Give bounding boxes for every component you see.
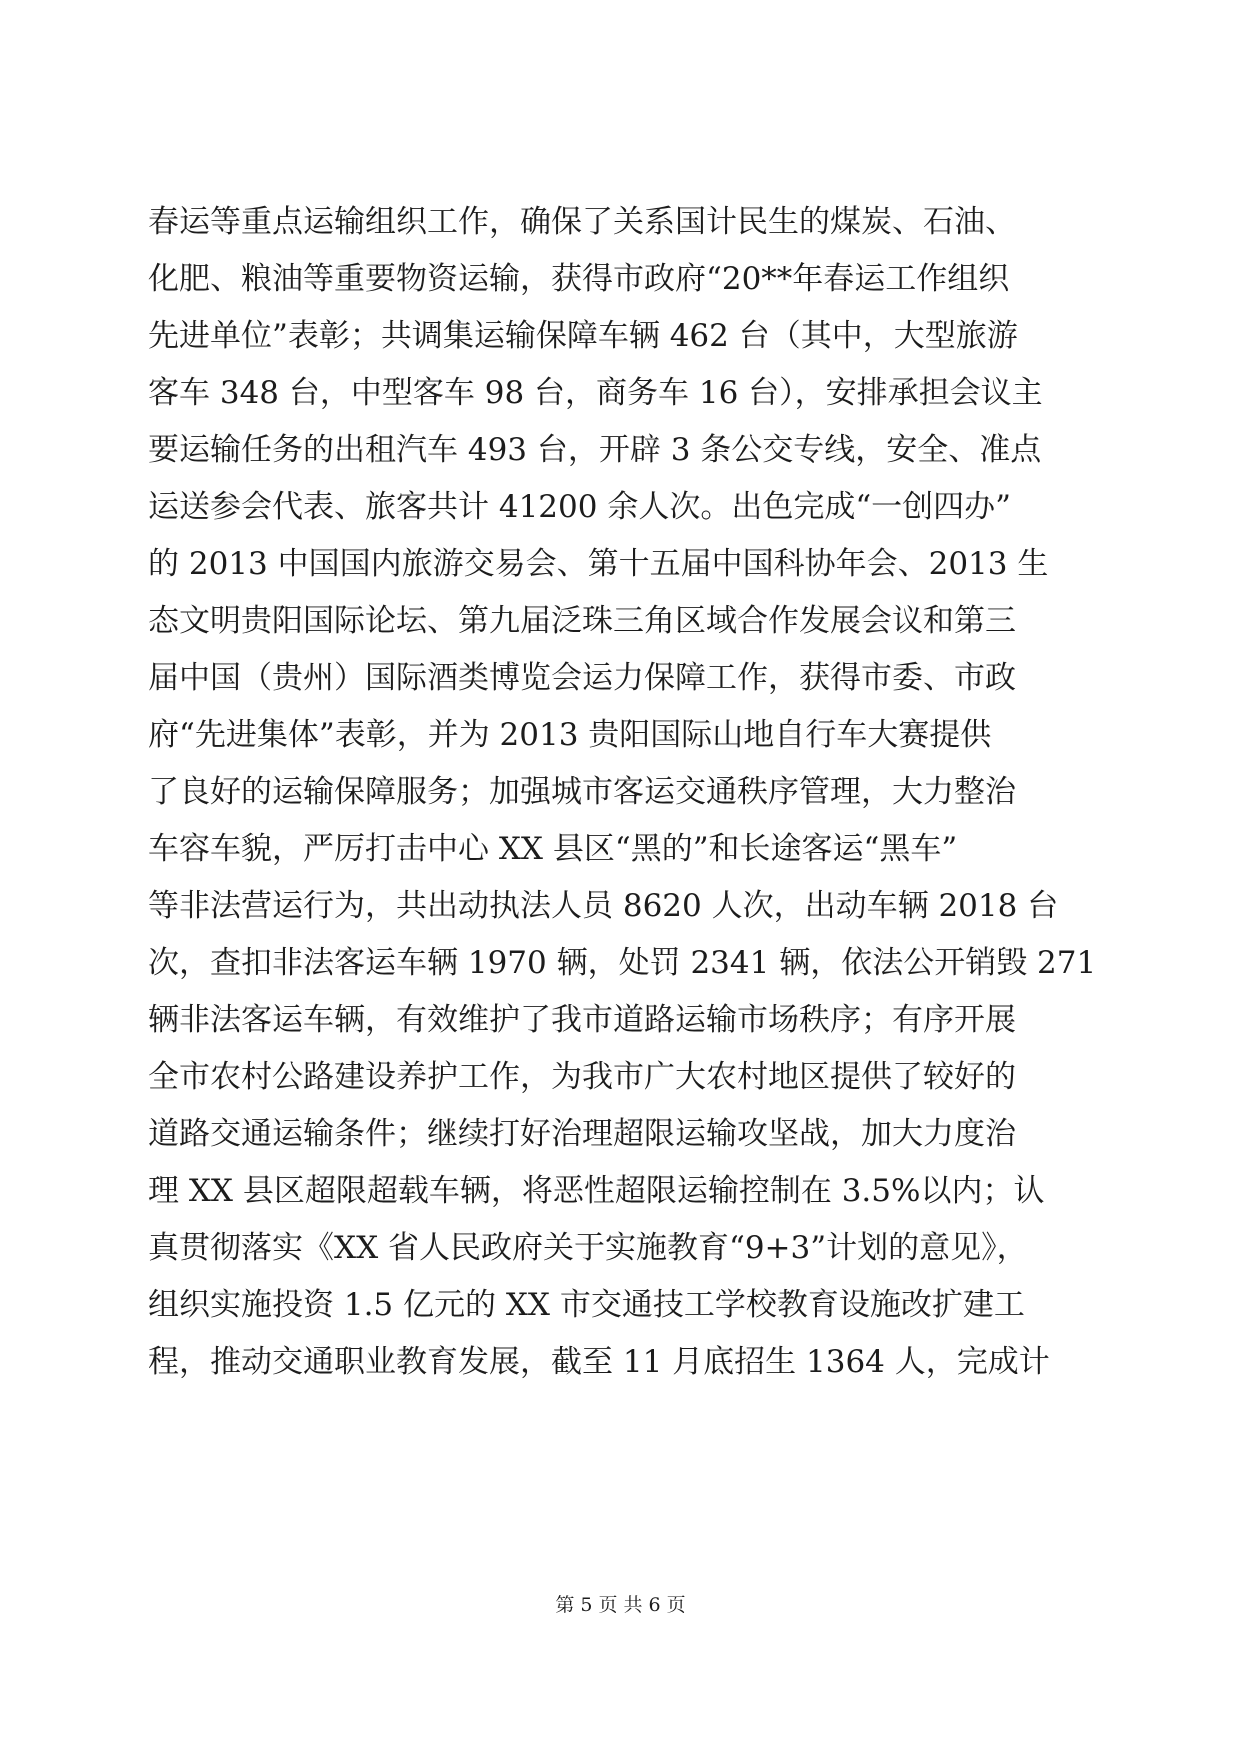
- text-line: 程，推动交通职业教育发展，截至 11 月底招生 1364 人，完成计: [148, 1344, 1050, 1380]
- text-line: 车容车貌，严厉打击中心 XX 县区“黑的”和长途客运“黑车”: [148, 831, 958, 867]
- text-line: 辆非法客运车辆，有效维护了我市道路运输市场秩序；有序开展: [148, 1002, 1016, 1038]
- text-line: 次，查扣非法客运车辆 1970 辆，处罚 2341 辆，依法公开销毁 271: [148, 945, 1097, 981]
- text-line: 态文明贵阳国际论坛、第九届泛珠三角区域合作发展会议和第三: [148, 603, 1016, 639]
- text-line: 真贯彻落实《XX 省人民政府关于实施教育“9+3”计划的意见》，: [148, 1230, 1028, 1266]
- text-line: 组织实施投资 1.5 亿元的 XX 市交通技工学校教育设施改扩建工: [148, 1287, 1025, 1323]
- page-footer: 第 5 页 共 6 页: [555, 1594, 686, 1616]
- text-line: 道路交通运输条件；继续打好治理超限运输攻坚战，加大力度治: [148, 1116, 1016, 1152]
- text-line: 理 XX 县区超限超载车辆，将恶性超限运输控制在 3.5%以内；认: [148, 1173, 1045, 1209]
- text-line: 运送参会代表、旅客共计 41200 余人次。出色完成“一创四办”: [148, 489, 1012, 525]
- text-line: 等非法营运行为，共出动执法人员 8620 人次，出动车辆 2018 台: [148, 888, 1059, 924]
- text-line: 府“先进集体”表彰，并为 2013 贵阳国际山地自行车大赛提供: [148, 717, 992, 753]
- text-line: 了良好的运输保障服务；加强城市客运交通秩序管理，大力整治: [148, 774, 1016, 810]
- text-line: 先进单位”表彰；共调集运输保障车辆 462 台（其中，大型旅游: [148, 318, 1018, 354]
- text-line: 的 2013 中国国内旅游交易会、第十五届中国科协年会、2013 生: [148, 546, 1049, 582]
- text-line: 春运等重点运输组织工作，确保了关系国计民生的煤炭、石油、: [148, 204, 1016, 240]
- text-line: 化肥、粮油等重要物资运输，获得市政府“20**年春运工作组织: [148, 261, 1010, 297]
- text-line: 届中国（贵州）国际酒类博览会运力保障工作，获得市委、市政: [148, 660, 1016, 696]
- text-line: 全市农村公路建设养护工作，为我市广大农村地区提供了较好的: [148, 1059, 1016, 1095]
- text-line: 要运输任务的出租汽车 493 台，开辟 3 条公交专线，安全、准点: [148, 432, 1042, 468]
- text-line: 客车 348 台，中型客车 98 台，商务车 16 台），安排承担会议主: [148, 375, 1043, 411]
